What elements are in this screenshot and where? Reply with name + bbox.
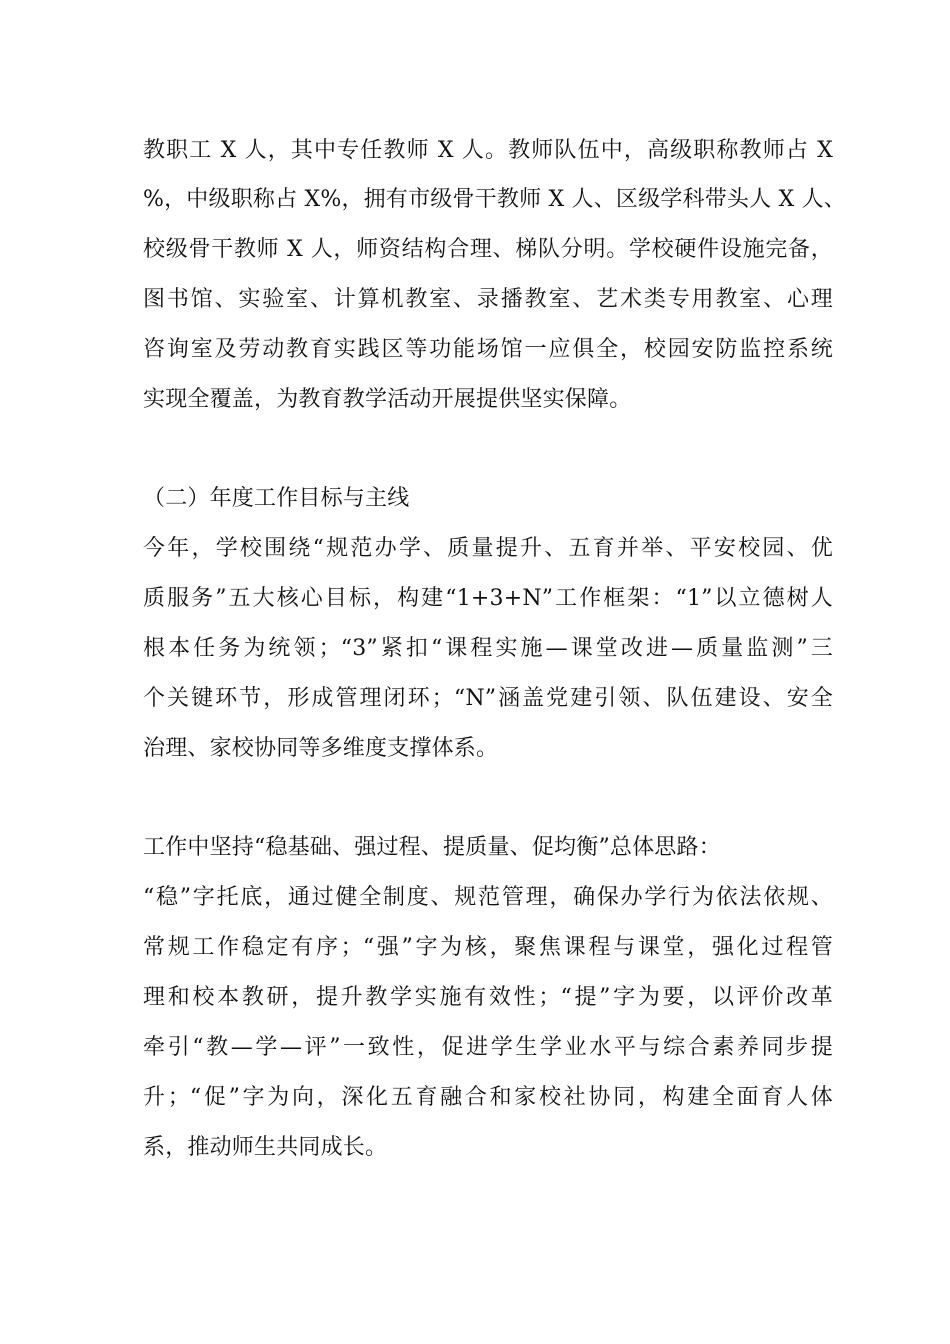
text-line: 工作中坚持“稳基础、强过程、提质量、促均衡”总体思路： bbox=[143, 835, 721, 860]
text-line: %，中级职称占 X%，拥有市级骨干教师 X 人、区级学科带头人 X 人、 bbox=[143, 187, 846, 212]
text-line: 教职工 X 人，其中专任教师 X 人。教师队伍中，高级职称教师占 X bbox=[143, 138, 833, 163]
text-line: 校级骨干教师 X 人，师资结构合理、梯队分明。学校硬件设施完备， bbox=[143, 237, 833, 262]
text-line: 咨询室及劳动教育实践区等功能场馆一应俱全，校园安防监控系统 bbox=[143, 337, 833, 362]
text-line: 牵引“教—学—评”一致性，促进学生学业水平与综合素养同步提 bbox=[143, 1035, 833, 1060]
text-line: 治理、家校协同等多维度支撑体系。 bbox=[143, 736, 499, 761]
text-line: “稳”字托底，通过健全制度、规范管理，确保办学行为依法依规、 bbox=[143, 885, 833, 910]
text-line: 质服务”五大核心目标，构建“1+3+N”工作框架：“1”以立德树人 bbox=[143, 586, 833, 611]
text-line: 升；“促”字为向，深化五育融合和家校社协同，构建全面育人体 bbox=[143, 1085, 833, 1110]
text-line: 根本任务为统领；“3”紧扣“课程实施—课堂改进—质量监测”三 bbox=[143, 636, 833, 661]
text-line: 图书馆、实验室、计算机教室、录播教室、艺术类专用教室、心理 bbox=[143, 287, 833, 312]
text-line: 实现全覆盖，为教育教学活动开展提供坚实保障。 bbox=[143, 387, 632, 412]
section-heading: （二）年度工作目标与主线 bbox=[143, 486, 410, 511]
text-line: 个关键环节，形成管理闭环；“N”涵盖党建引领、队伍建设、安全 bbox=[143, 686, 833, 711]
text-line: 今年，学校围绕“规范办学、质量提升、五育并举、平安校园、优 bbox=[143, 536, 833, 561]
text-line: 系，推动师生共同成长。 bbox=[143, 1135, 388, 1160]
text-line: 常规工作稳定有序；“强”字为核，聚焦课程与课堂，强化过程管 bbox=[143, 935, 833, 960]
text-line: 理和校本教研，提升教学实施有效性；“提”字为要，以评价改革 bbox=[143, 985, 833, 1010]
